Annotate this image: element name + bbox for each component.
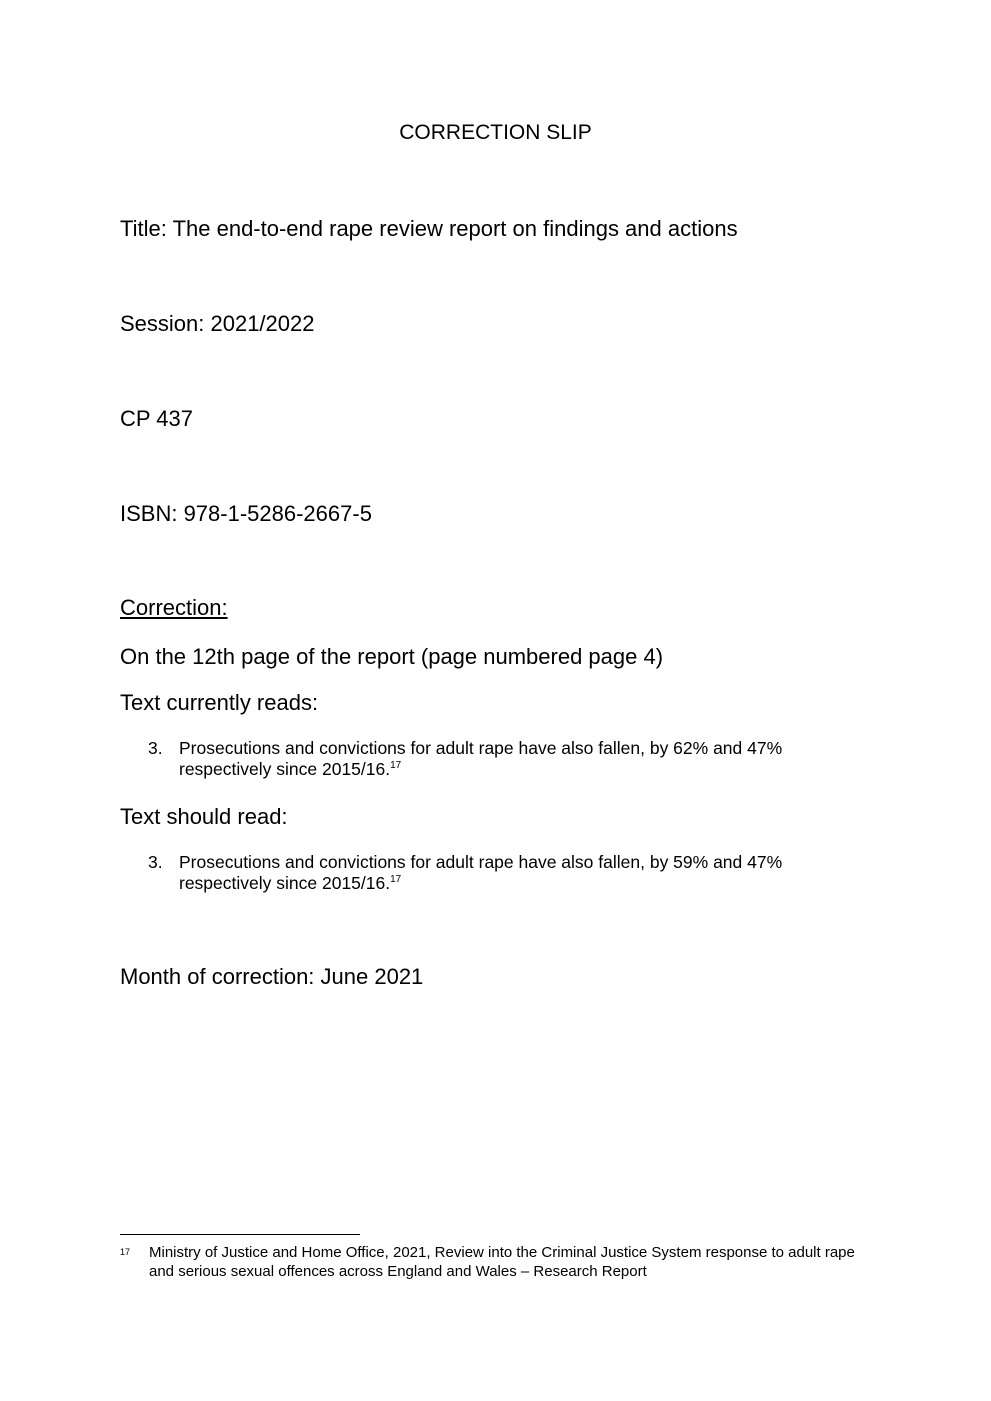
cp-number-field: CP 437 [120, 406, 193, 431]
current-text-item [148, 738, 888, 780]
footnote-text: Ministry of Justice and Home Office, 2021, Review into the Criminal Justice System response to adult rape and serious sexual offences across England and Wales – Research Report [149, 1244, 855, 1280]
session-field: Session: 2021/2022 [120, 311, 315, 336]
page-heading: CORRECTION SLIP [399, 121, 592, 144]
current-item-line1: Prosecutions and convictions for adult rape have also fallen, by 62% and 47% [179, 738, 783, 758]
footnote-divider [120, 1234, 360, 1235]
should-text-label: Text should read: [120, 804, 288, 829]
should-footnote-ref: 17 [390, 874, 402, 886]
month-of-correction: Month of correction: June 2021 [120, 964, 424, 989]
current-text-label: Text currently reads: [120, 690, 319, 715]
footnote [120, 1243, 880, 1281]
should-item-line1: Prosecutions and convictions for adult rape have also fallen, by 59% and 47% [179, 852, 783, 872]
should-item-number: 3. [148, 852, 163, 872]
title-field: Title: The end-to-end rape review report on findings and actions [120, 216, 738, 241]
correction-label: Correction: [120, 595, 228, 620]
footnote-number: 17 [120, 1247, 131, 1257]
current-item-line2: respectively since 2015/16. [179, 759, 391, 779]
correction-location: On the 12th page of the report (page numbered page 4) [120, 644, 664, 669]
isbn-field: ISBN: 978-1-5286-2667-5 [120, 501, 372, 526]
current-item-number: 3. [148, 738, 163, 758]
should-text-item [148, 852, 888, 894]
should-item-line2: respectively since 2015/16. [179, 873, 391, 893]
current-footnote-ref: 17 [390, 760, 402, 772]
